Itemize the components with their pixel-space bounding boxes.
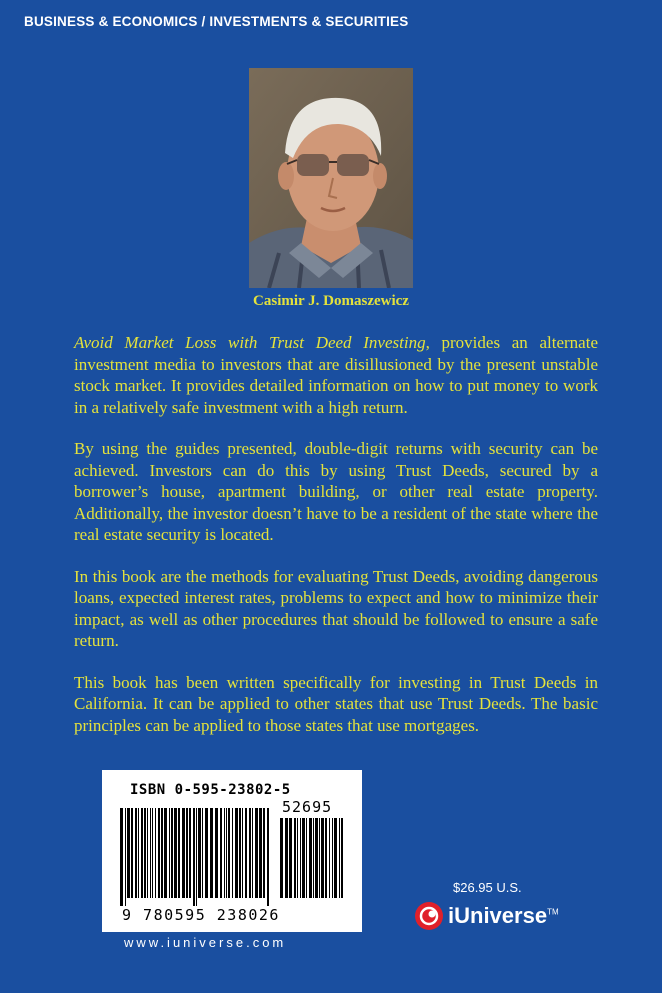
- barcode-bar: [178, 808, 180, 898]
- barcode-bar: [232, 808, 233, 898]
- barcode-bar: [152, 808, 153, 898]
- barcode-bar: [215, 808, 218, 898]
- barcode-bar: [127, 808, 130, 898]
- barcode-bar: [164, 808, 167, 898]
- barcode-bar: [239, 808, 241, 898]
- barcode-bar: [131, 808, 133, 898]
- price-code: 52695: [282, 798, 333, 816]
- barcode-bar: [259, 808, 262, 898]
- barcode-bar: [224, 808, 225, 898]
- barcode-bar: [249, 808, 251, 898]
- author-photo: [249, 68, 413, 288]
- publisher-website: www.iuniverse.com: [124, 935, 287, 950]
- barcode-bar: [280, 818, 283, 898]
- barcode-bar: [300, 818, 301, 898]
- barcode-bar: [306, 818, 307, 898]
- barcode-bar: [174, 808, 177, 898]
- barcode-bar: [289, 818, 292, 898]
- book-title: Avoid Market Loss with Trust Deed Investing: [74, 333, 426, 352]
- publisher-name: iUniverse™: [448, 903, 559, 928]
- barcode-bar: [242, 808, 243, 898]
- barcode-bar: [245, 808, 247, 898]
- barcode-bar: [329, 818, 330, 898]
- barcode-bar: [321, 818, 324, 898]
- barcode-bar: [267, 808, 269, 906]
- barcode-bar: [193, 808, 195, 906]
- isbn-label: ISBN 0-595-23802-5: [130, 782, 291, 798]
- barcode-bar: [220, 808, 222, 898]
- barcode-bar: [339, 818, 340, 898]
- barcode-bar: [325, 818, 327, 898]
- barcode-bar: [309, 818, 312, 898]
- price-label: $26.95 U.S.: [453, 880, 522, 895]
- barcode-bar: [315, 818, 318, 898]
- ean-digits: 9 780595 238026: [122, 906, 280, 924]
- category-heading: BUSINESS & ECONOMICS / INVESTMENTS & SECURITIES: [24, 14, 409, 29]
- barcode-bar: [171, 808, 173, 898]
- blurb: [74, 332, 598, 756]
- barcode-bar: [202, 808, 203, 898]
- barcode-panel: [102, 770, 362, 932]
- barcode-bar: [169, 808, 170, 898]
- barcode-bar: [120, 808, 123, 906]
- ean-barcode: [120, 808, 270, 906]
- barcode-bar: [189, 808, 191, 898]
- barcode-bar: [302, 818, 305, 898]
- barcode-bar: [196, 808, 197, 906]
- author-caption: Casimir J. Domaszewicz: [253, 293, 409, 309]
- barcode-bar: [210, 808, 213, 898]
- blurb-paragraph-3: In this book are the methods for evaluating Trust Deeds, avoiding dangerous loans, expected interest rates, problems to expect and how to minimize their impact, as well as other procedures that should be followed to ensure a safe return.: [74, 566, 598, 650]
- barcode-bar: [150, 808, 151, 898]
- barcode-bar: [135, 808, 137, 898]
- barcode-bar: [319, 818, 320, 898]
- addon-barcode: [280, 818, 344, 906]
- barcode-bar: [205, 808, 208, 898]
- blurb-paragraph-1-text: , provides an alternate investment media to investors that are disillusioned by the present unstable stock market. It provides detailed information on how to put money to work in a relatively safe investment with a high return.: [74, 333, 598, 417]
- barcode-bar: [144, 808, 146, 898]
- barcode-bar: [341, 818, 343, 898]
- barcode-bar: [158, 808, 160, 898]
- barcode-bar: [161, 808, 163, 898]
- blurb-paragraph-4: This book has been written specifically for investing in Trust Deeds in California. It can be applied to other states that use Trust Deeds. The basic principles can be applied to those states that use mortgages.: [74, 672, 598, 735]
- barcode-bar: [263, 808, 265, 898]
- barcode-bar: [235, 808, 238, 898]
- barcode-bar: [334, 818, 337, 898]
- barcode-bar: [313, 818, 314, 898]
- barcode-bar: [125, 808, 126, 906]
- iuniverse-swirl-icon: [414, 901, 444, 931]
- barcode-bar: [198, 808, 201, 898]
- barcode-bar: [332, 818, 333, 898]
- barcode-bar: [138, 808, 139, 898]
- barcode-bar: [226, 808, 227, 898]
- barcode-bar: [294, 818, 296, 898]
- barcode-bar: [147, 808, 148, 898]
- blurb-paragraph-1: [74, 332, 598, 418]
- publisher-logo: [414, 899, 559, 933]
- barcode-bar: [186, 808, 188, 898]
- barcode-bar: [252, 808, 253, 898]
- barcode-bar: [228, 808, 230, 898]
- barcode-bar: [141, 808, 143, 898]
- barcode-bar: [255, 808, 258, 898]
- barcode-bar: [285, 818, 288, 898]
- barcode-bar: [182, 808, 185, 898]
- barcode-bar: [155, 808, 156, 898]
- blurb-paragraph-2: By using the guides presented, double-digit returns with security can be achieved. Investors can do this by using Trust Deeds, secured by a borrower’s house, apartment building, or other real estate property. Additionally, the investor doesn’t have to be a resident of the state where the real estate security is located.: [74, 439, 598, 544]
- barcode-bar: [297, 818, 298, 898]
